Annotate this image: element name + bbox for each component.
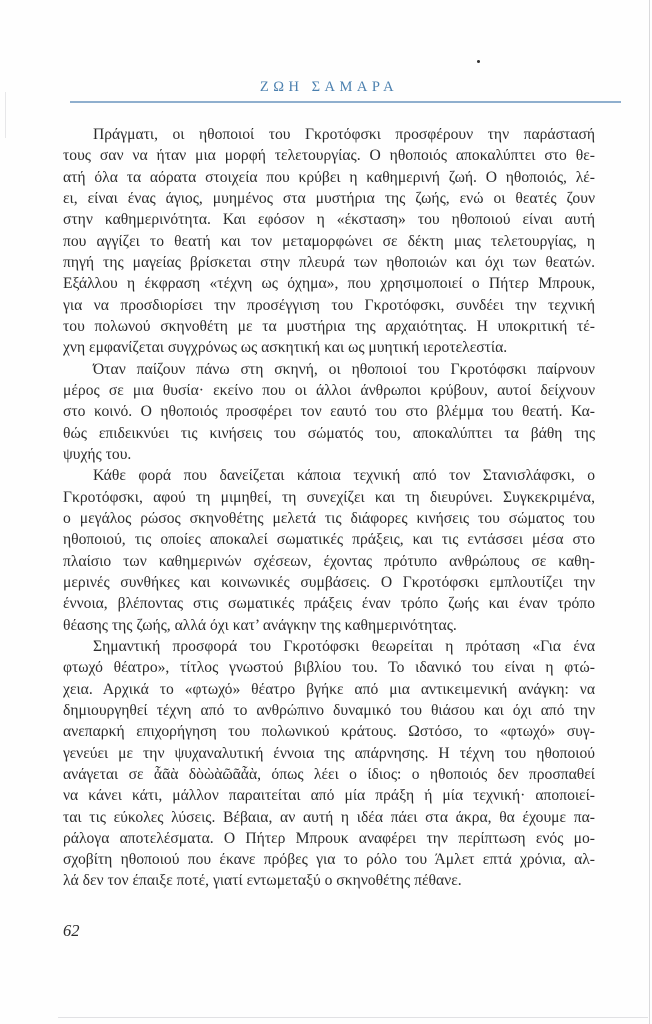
text-line: Όταν παίζουν πάνω στη σκηνή, οι ηθοποιοί του Γκροτόφσκι παίρνουν xyxy=(93,360,595,378)
text-line: πηγή της μαγείας βρίσκεται στην πλευρά των ηθοποιών και όχι των θεατών. xyxy=(63,253,595,271)
text-line: Κάθε φορά που δανείζεται κάποια τεχνική από τον Στανισλάφσκι, ο xyxy=(93,467,595,485)
text-line: φτωχό θέατρο», τίτλος γνωστού βιβλίου του. Το ιδανικό του είναι η φτώ- xyxy=(63,659,595,677)
text-line: μερινές συνθήκες και κοινωνικές συμβάσεις. Ο Γκροτόφσκι εμπλουτίζει την xyxy=(63,573,595,591)
text-line: ανεπαρκή επιχορήγηση του πολωνικού κράτους. Ωστόσο, το «φτωχό» συγ- xyxy=(63,723,595,741)
text-line: του πολωνού σκηνοθέτη με τα μυστήρια της αρχαιότητας. Η υποκριτική τέ- xyxy=(63,317,595,335)
text-line: στο κοινό. Ο ηθοποιός προσφέρει τον εαυτό του στο βλέμμα του θεατή. Κα- xyxy=(63,403,595,421)
page-number: 62 xyxy=(63,921,80,940)
text-line: σχοβίτη ηθοποιού που έκανε πρόβες για το ρόλο του Άμλετ επτά χρόνια, αλ- xyxy=(63,851,595,869)
header-rule xyxy=(70,101,621,103)
text-line: έννοια, βλέποντας στις σωματικές πράξεις έναν τρόπο ζωής και έναν τρόπο xyxy=(63,595,595,613)
text-line: Εξάλλου η έκφραση «τέχνη ως όχημα», που χρησιμοποιεί ο Πήτερ Μπρουκ, xyxy=(63,275,595,293)
text-line: για να προσδιορίσει την προσέγγιση του Γκροτόφσκι, συνδέει την τεχνική xyxy=(63,296,595,314)
text-line: ατή όλα τα αόρατα στοιχεία που κρύβει η καθημερινή ζωή. Ο ηθοποιός, λέ- xyxy=(63,168,595,186)
text-line: χνη εμφανίζεται συγχρόνως ως ασκητική και ως μυητική ιεροτελεστία. xyxy=(63,339,508,357)
text-line: δημιουργηθεί τέχνη από το ανθρώπινο δυναμικό του θιάσου και όχι από την xyxy=(63,701,595,719)
text-block xyxy=(63,124,595,892)
text-line: ται τις εύκολες λύσεις. Βέβαια, αν αυτή η ιδέα πάει στα άκρα, θα έχουμε πα- xyxy=(63,808,595,826)
text-line: Γκροτόφσκι, αφού τη μιμηθεί, τη συνεχίζει και τη διευρύνει. Συγκεκριμένα, xyxy=(63,488,595,506)
page-right-edge xyxy=(649,0,650,1024)
text-line: ει, είναι ένας άγιος, μυημένος στα μυστήρια της ζωής, ενώ οι θεατές ζουν xyxy=(63,189,595,207)
text-line: ο μεγάλος ρώσος σκηνοθέτης μελετά τις διάφορες κινήσεις του σώματος του xyxy=(63,509,595,527)
text-line: χεια. Αρχικά το «φτωχό» θέατρο βγήκε από μια αντικειμενική ανάγκη: να xyxy=(63,680,595,698)
text-line: θέασης της ζωής, αλλά όχι κατ’ ανάγκην της καθημερινότητας. xyxy=(63,616,457,634)
text-line: μέρος σε μια θυσία· εκείνο που οι άλλοι άνθρωποι κρύβουν, αυτοί δείχνουν xyxy=(63,381,595,399)
text-line: Πράγματι, οι ηθοποιοί του Γκροτόφσκι προσφέρουν την παράστασή xyxy=(93,126,595,143)
text-line: που αγγίζει το θεατή και τον μεταμορφώνει σε δέκτη μιας τελετουργίας, η xyxy=(63,232,595,250)
text-line: γενεύει με την ψυχαναλυτική έννοια της απάρνησης. Η τέχνη του ηθοποιού xyxy=(63,744,595,762)
text-line: λά δεν τον έπαιξε ποτέ, γιατί εντωμεταξύ ο σκηνοθέτης πέθανε. xyxy=(63,872,462,890)
text-line: θώς επιδεικνύει τις κινήσεις του σώματός του, αποκαλύπτει τα βάθη της xyxy=(63,424,595,442)
page-left-edge-mark xyxy=(5,92,6,138)
bottom-rule xyxy=(58,1017,648,1018)
text-line: ψυχής του. xyxy=(63,445,132,463)
text-line: να κάνει κάτι, μάλλον παραιτείται από μία πράξη ή μία τεχνική· αποποιεί- xyxy=(63,787,595,805)
text-line: Σημαντική προσφορά του Γκροτόφσκι θεωρείται η πρόταση «Για ένα xyxy=(93,637,595,655)
text-line: πλαίσιο των καθημερινών σχέσεων, έχοντας πρότυπο ανθρώπους σε καθη- xyxy=(63,552,595,570)
text-line: ανάγεται σε ἇᾶὰ δὸὼὰῶᾶἇὰ, όπως λέει ο ίδιος: ο ηθοποιός δεν προσπαθεί xyxy=(63,765,595,783)
text-line: ηθοποιού, τις οποίες αποκαλεί σωματικές πράξεις, και τις εντάσσει μέσα στο xyxy=(63,531,595,549)
ink-speck xyxy=(477,60,480,63)
text-line: ράλογα αποτελέσματα. Ο Πήτερ Μπρουκ αναφέρει την περίπτωση ενός μο- xyxy=(63,829,595,847)
text-line: τους σαν να ήταν μια μορφή τελετουργίας. Ο ηθοποιός αποκαλύπτει στο θε- xyxy=(63,147,595,165)
running-header-author: ΖΩΗ ΣΑΜΑΡΑ xyxy=(259,79,399,95)
text-line: στην καθημερινότητα. Και εφόσον η «έκσταση» του ηθοποιού είναι αυτή xyxy=(63,211,595,229)
